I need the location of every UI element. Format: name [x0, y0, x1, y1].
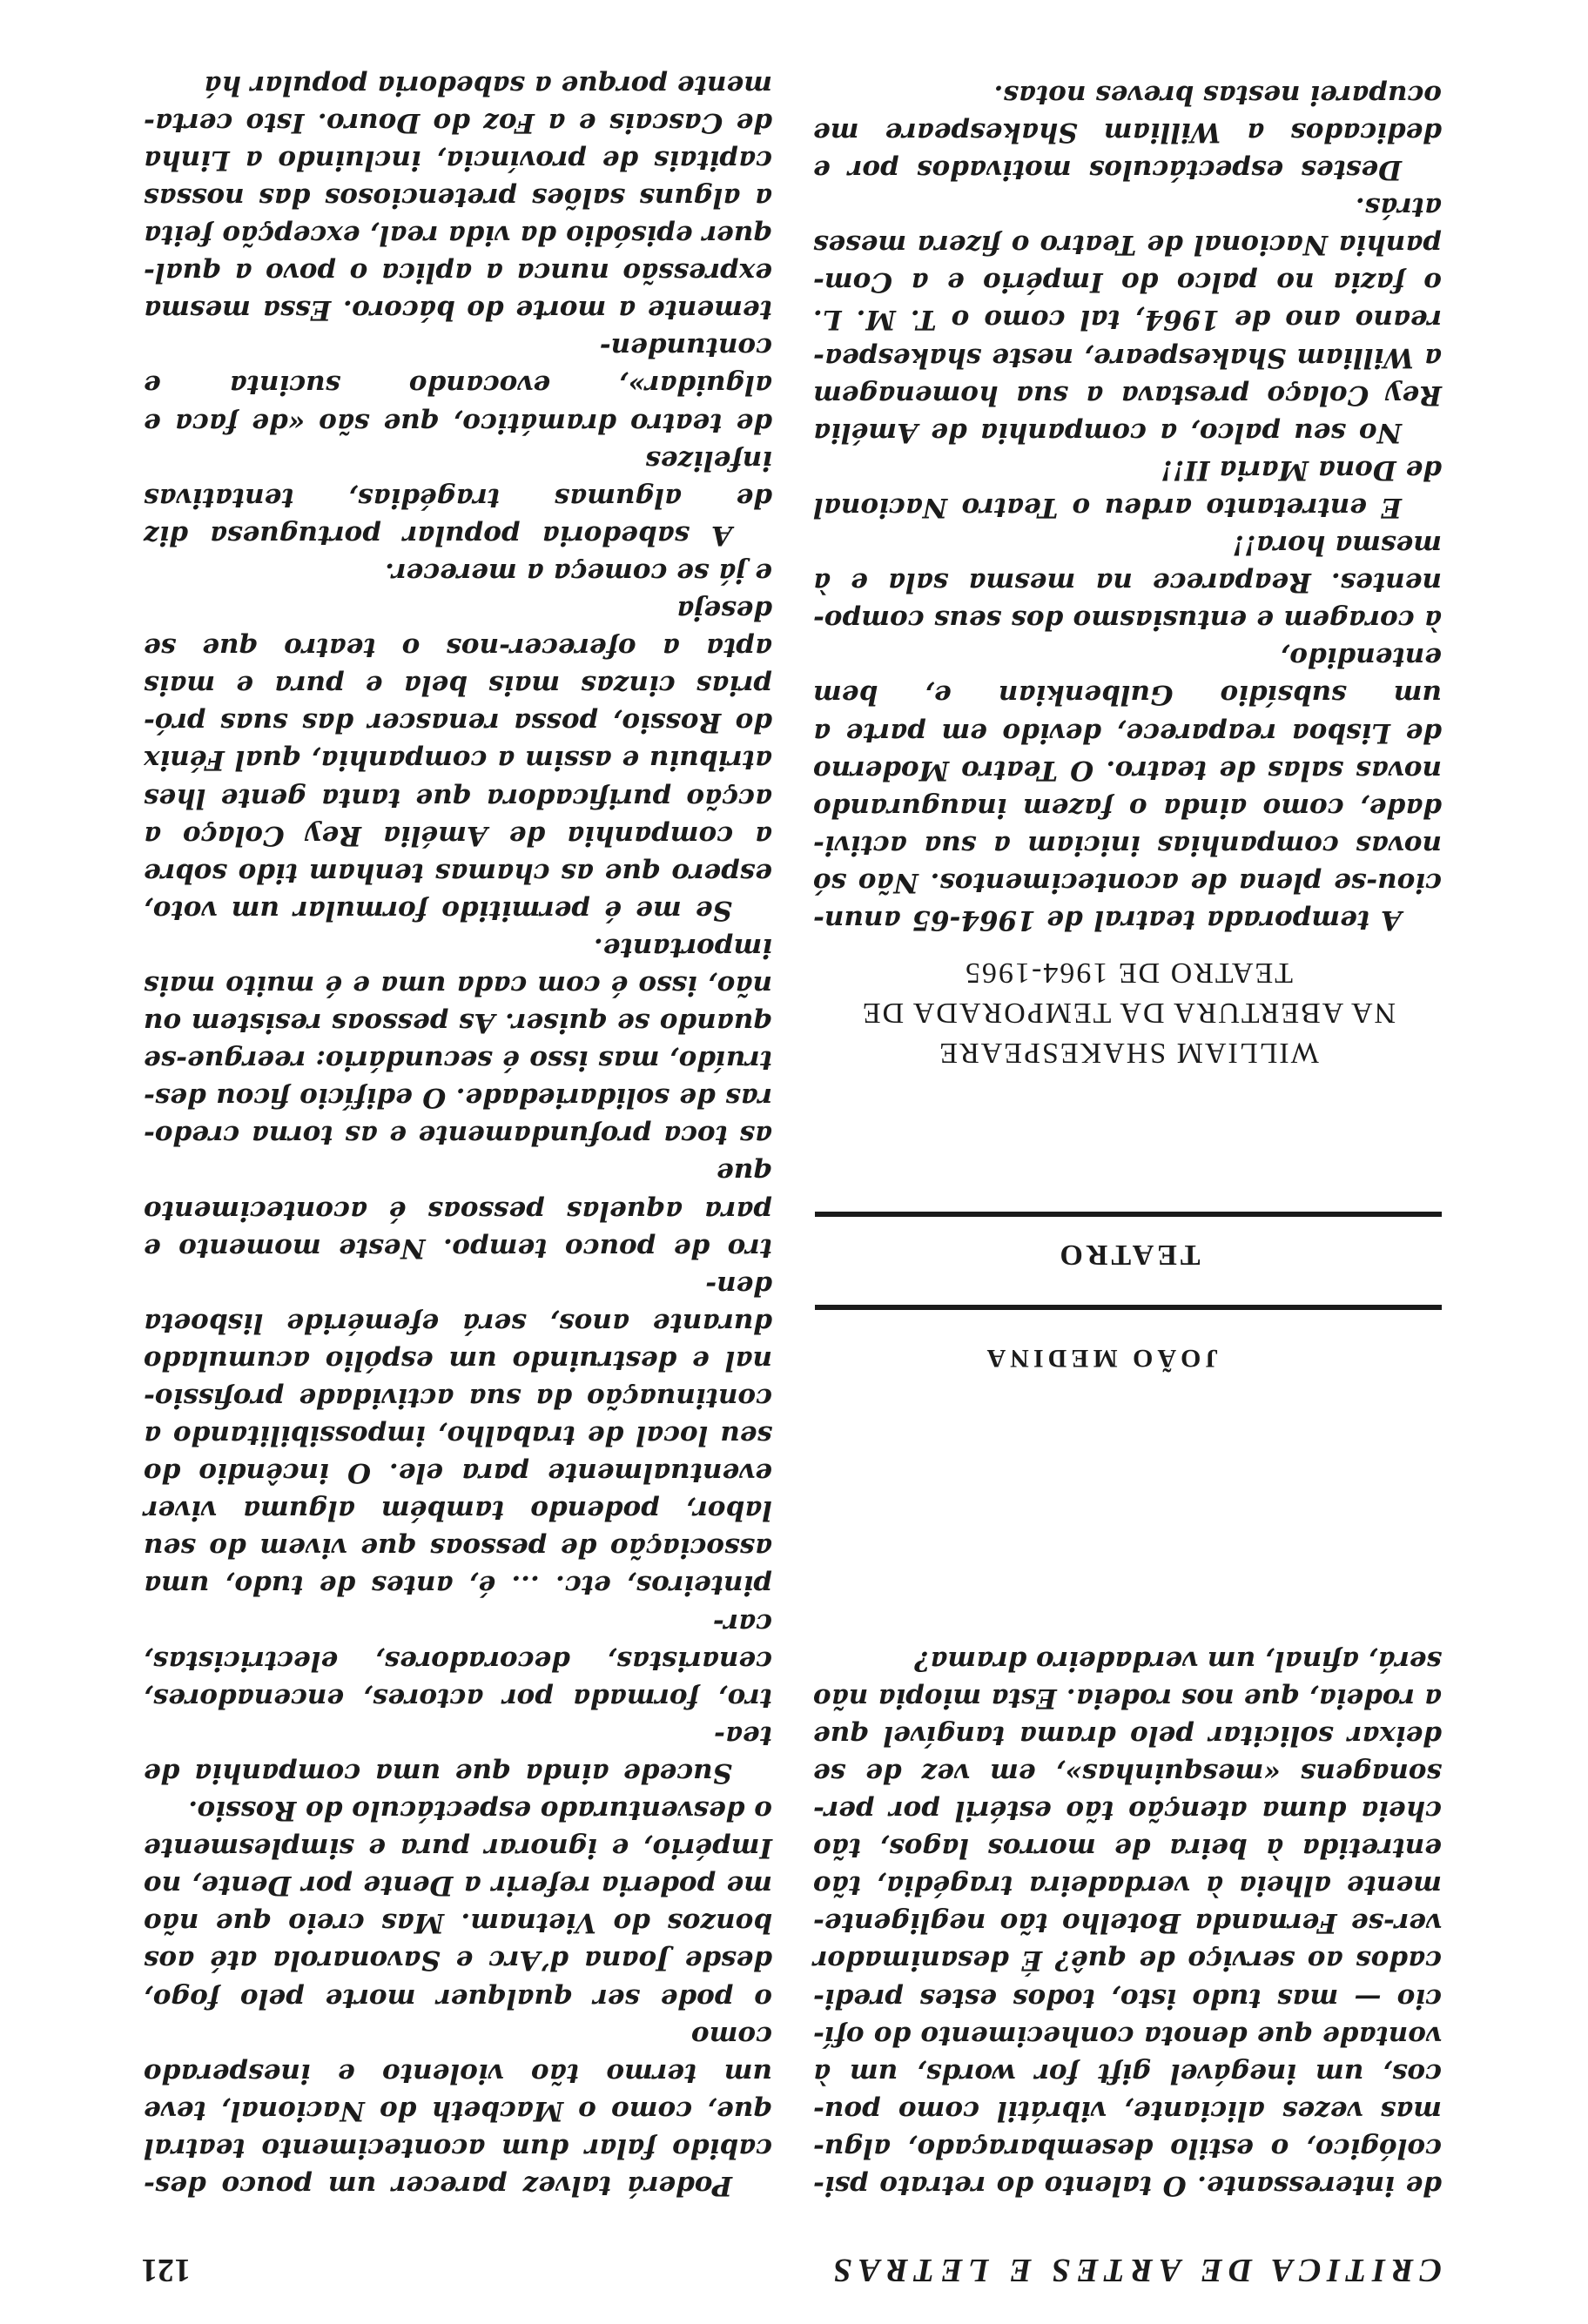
- title-line: WILLIAM SHAKESPEARE: [938, 1037, 1319, 1069]
- text-line: ras de solidariedade. O edifício ficou des-: [144, 1082, 772, 1114]
- text-line: alguidar», evocando sucinta e contunden-: [144, 332, 772, 401]
- text-line: um subsídio Gulbenkian e, bem entendido,: [813, 641, 1442, 711]
- text-line: deixar solicitar pelo drama tangível que: [813, 1719, 1442, 1751]
- text-line: bonzos do Vietnam. Mas creio que não: [144, 1907, 772, 1939]
- text-line: que, como o Macbeth do Nacional, teve: [144, 2094, 772, 2126]
- text-line: seu local de trabalho, impossibilitando a: [144, 1420, 772, 1452]
- journal-header: CRITICA DE ARTES E LETRAS: [827, 2252, 1442, 2288]
- text-line: cio — mas tudo isto, todos estes predi-: [813, 1982, 1442, 2014]
- text-line: cheia duma atenção tão estéril por per-: [813, 1795, 1442, 1827]
- text-line: será, afinal, um verdadeiro drama?: [914, 1644, 1442, 1676]
- text-line: mente alheia à verdadeira tragédia, tão: [813, 1870, 1442, 1902]
- text-line: eventualmente para ele. O incêndio do: [144, 1457, 772, 1489]
- text-line: e já se começa a merecer.: [385, 556, 772, 588]
- text-line: sonagens «mesquinhas», em vez de se: [813, 1756, 1442, 1789]
- text-line: ocuparei nestas breves notas.: [993, 78, 1442, 111]
- text-line: desde Joana d’Arc e Savonarola até aos: [144, 1945, 772, 1977]
- text-line: para aquelas pessoas é acontecimento que: [144, 1157, 772, 1226]
- title-line: TEATRO DE 1964-1965: [964, 957, 1293, 989]
- rule-top: [815, 1305, 1442, 1310]
- paragraph: [813, 76, 1442, 188]
- text-line: as toca profundamente e as torna credo-: [144, 1119, 772, 1152]
- text-line: quer episódio da vida real, excepção feita: [144, 219, 772, 252]
- text-line: A temporada teatral de 1964-65 anun-: [813, 904, 1402, 936]
- text-line: E entretanto ardeu o Teatro Nacional: [813, 491, 1402, 523]
- title-line: NA ABERTURA DA TEMPORADA DE: [860, 997, 1396, 1029]
- text-line: nal e destruindo um espólio acumulado: [144, 1344, 772, 1376]
- text-line: dedicados a William Shakespeare me: [813, 117, 1442, 149]
- text-line: de Dona Maria II!!: [1161, 453, 1442, 486]
- text-line: capitais de província, incluindo a Linha: [144, 144, 772, 176]
- text-line: cados ao serviço de quê? É desanimador: [813, 1945, 1442, 1977]
- text-line: Sucede ainda que uma companhia de tea-: [144, 1719, 772, 1789]
- right-column: [144, 66, 772, 2204]
- paragraph: [144, 929, 772, 1791]
- text-line: apta a oferecer-nos o teatro que se deseja: [144, 594, 772, 664]
- text-line: atrás.: [1355, 191, 1442, 224]
- text-line: vontade que denota conhecimento do ofí-: [813, 2019, 1442, 2052]
- author-name: JOÃO MEDINA: [982, 1344, 1219, 1373]
- text-line: entretida à beira de morros lagos, tão: [813, 1832, 1442, 1864]
- text-line: A sabedoria popular portuguesa diz: [144, 519, 732, 551]
- text-line: a alguns salões pretenciosos das nossas: [144, 182, 772, 214]
- text-line: novas salas de teatro. O Teatro Moderno: [813, 754, 1442, 786]
- section-heading: TEATRO: [1056, 1239, 1201, 1271]
- text-line: Destes espectáculos motivados por e: [813, 154, 1402, 186]
- paragraph: [144, 66, 772, 554]
- text-line: expressão nunca a aplica o povo a qual-: [144, 257, 772, 289]
- text-line: labor, podendo também alguma viver: [144, 1494, 772, 1527]
- left-column-top: [813, 1642, 1442, 2204]
- text-line: o desventurado espectáculo do Rossio.: [188, 1795, 772, 1827]
- text-line: temente a morte do bácoro. Essa mesma: [144, 294, 772, 326]
- text-line: o pode ser qualquer morte pelo fogo,: [144, 1982, 772, 2014]
- text-line: durante anos, será efeméride lisboeta den-: [144, 1269, 772, 1339]
- text-line: dade, como ainda o fazem inaugurando: [813, 791, 1442, 823]
- text-line: cológico, o estilo desembaraçado, algu-: [813, 2132, 1442, 2164]
- text-line: novas companhias iniciam a sua activi-: [813, 829, 1442, 861]
- paragraph: [813, 1642, 1442, 2204]
- text-line: ciou-se plena de acontecimentos. Não só: [813, 866, 1442, 898]
- text-line: de teatro dramático, que são «de faca e: [144, 406, 772, 439]
- text-line: tro de pouco tempo. Neste momento e: [144, 1232, 772, 1264]
- text-line: me poderia referir a Dente por Dente, no: [144, 1870, 772, 1902]
- text-line: Império, e ignorar pura e simplesmente: [144, 1832, 772, 1864]
- text-line: a William Shakespeare, neste shakespea-: [813, 341, 1442, 373]
- paragraph: [144, 1791, 772, 2204]
- page-number: 121: [141, 2252, 191, 2288]
- text-line: a companhia de Amélia Rey Colaço a: [144, 819, 772, 851]
- text-line: ver-se Fernanda Botelho tão negligente-: [813, 1907, 1442, 1939]
- paragraph: [144, 554, 772, 929]
- paragraph: [813, 451, 1442, 526]
- text-line: importante.: [593, 931, 772, 964]
- text-line: o fazia no palco do Império e a Com-: [813, 266, 1442, 299]
- text-line: reano ano de 1964, tal como o T. M. L.: [813, 304, 1442, 336]
- text-line: No seu palco, a companhia de Amélia: [813, 416, 1402, 448]
- left-column-bottom: [813, 76, 1442, 938]
- text-line: mas vezes aliciante, vibrátil como pou-: [813, 2094, 1442, 2126]
- text-line: Poderá talvez parecer um pouco des-: [144, 2170, 732, 2201]
- text-line: panhia Nacional de Teatro o fizera meses: [813, 229, 1442, 261]
- text-line: tro, formada por actores, encenadores,: [144, 1682, 772, 1714]
- text-line: cos, um inegável gift for words, um à: [813, 2057, 1442, 2089]
- text-line: cenaristas, decoradores, electricistas, car-: [144, 1607, 772, 1676]
- paragraph: [813, 526, 1442, 938]
- paragraph: [813, 188, 1442, 451]
- text-line: acção purificadora que tanta gente lhes: [144, 782, 772, 814]
- text-line: atribuiu e assim a companhia, qual Fénix: [144, 744, 772, 776]
- text-line: prias cinzas mais bela e pura e mais: [144, 669, 772, 702]
- text-line: mente porque a sabedoria popular há: [204, 69, 772, 101]
- rule-bottom: [815, 1212, 1442, 1217]
- text-line: não, isso é com cada uma e é muito mais: [144, 970, 772, 1001]
- text-line: de Cascais e a Foz do Douro. Isto certa-: [144, 106, 772, 138]
- text-line: um termo tão violento e inesperado como: [144, 2019, 772, 2089]
- text-line: truído, mas isso é secundário: reergue-se: [144, 1044, 772, 1077]
- article-title: [815, 952, 1442, 1072]
- text-line: do Rossio, possa renascer das suas pró-: [144, 707, 772, 739]
- text-line: espero que as chamas tenham tido sobre: [144, 856, 772, 889]
- text-line: a rodeia, que nos rodeia. Esta miopia não: [813, 1682, 1442, 1714]
- text-line: Se me é permitido formular um voto,: [144, 894, 732, 926]
- text-line: de algumas tragédias, tentativas infelizes: [144, 444, 772, 514]
- text-line: pinteiros, etc. ... é, antes de tudo, uma: [144, 1569, 772, 1602]
- text-line: Rey Colaço prestava a sua homenagem: [813, 379, 1442, 411]
- text-line: de interessante. O talento do retrato psi-: [813, 2170, 1442, 2201]
- text-line: continuação da sua actividade profissio-: [144, 1382, 772, 1414]
- text-line: associação de pessoas que vivem do seu: [144, 1532, 772, 1564]
- text-line: de Lisboa reaparece, devido em parte a: [813, 716, 1442, 749]
- text-line: mesma hora!!: [1232, 529, 1442, 561]
- text-line: cabido falar dum acontecimento teatral: [144, 2132, 772, 2164]
- text-line: quando se quiser. As pessoas resistem ou: [144, 1007, 772, 1039]
- text-line: à coragem e entusiasmo dos seus compo-: [813, 604, 1442, 636]
- text-line: nentes. Reaparece na mesma sala e à: [813, 567, 1442, 599]
